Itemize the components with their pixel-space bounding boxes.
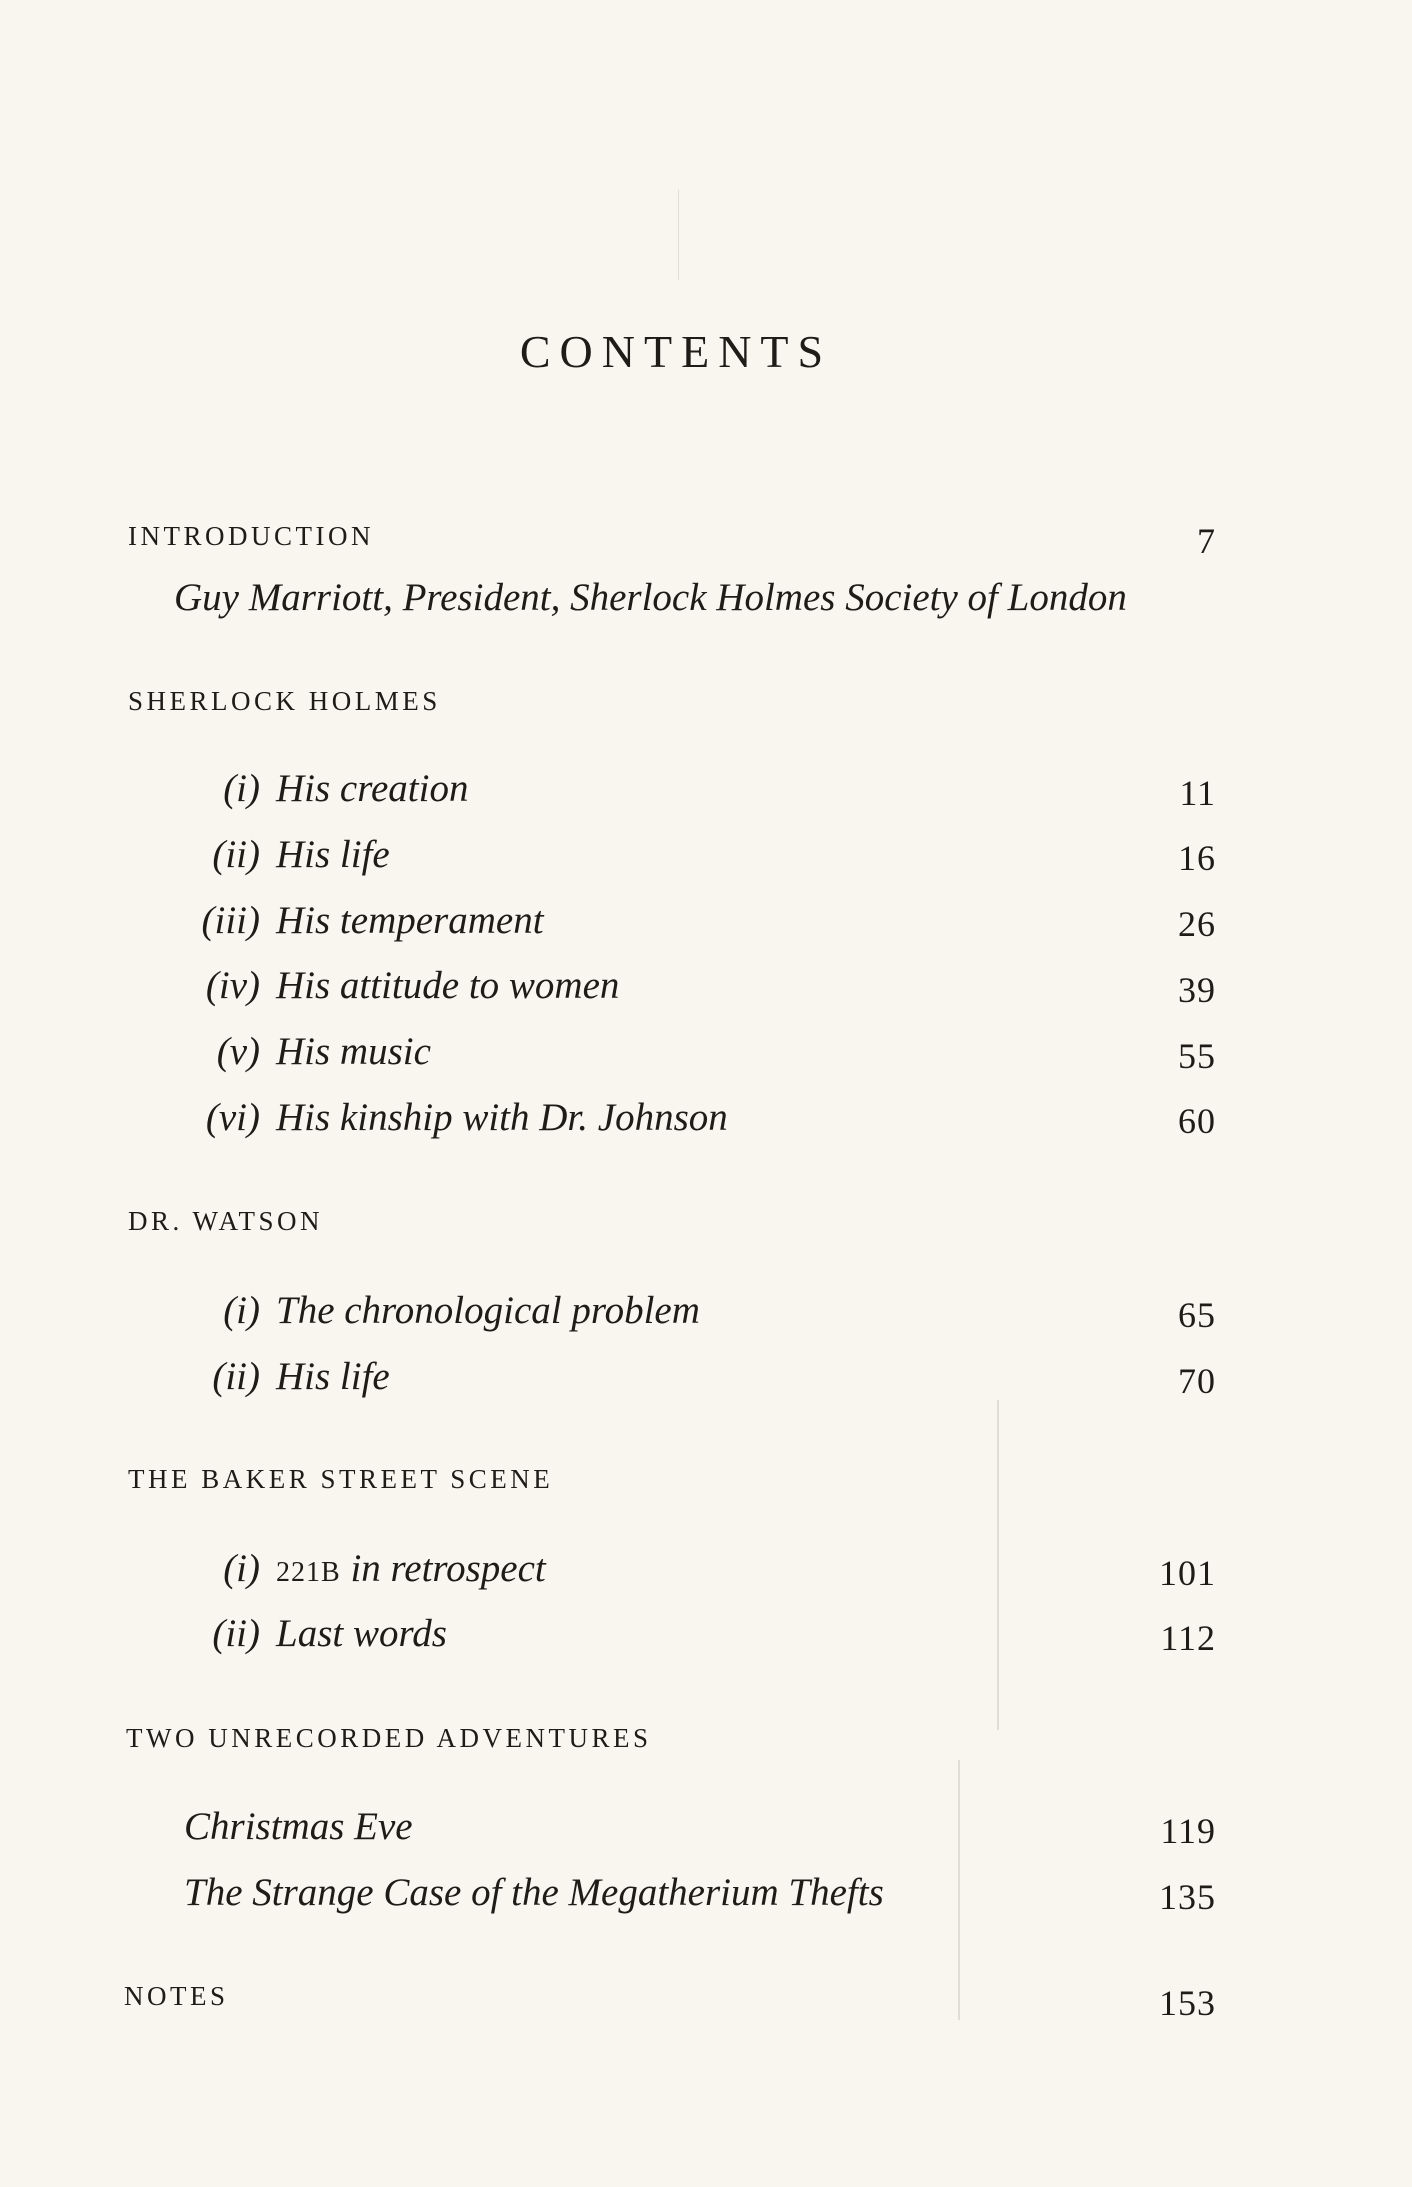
entry-numeral: (ii): [212, 1355, 260, 1398]
entry-numeral: (i): [223, 767, 260, 810]
entry-numeral: (i): [223, 1547, 260, 1590]
page-number: 112: [1160, 1618, 1216, 1658]
page-number: 119: [1160, 1811, 1216, 1851]
entry-title: Last words: [276, 1612, 447, 1655]
entry-prefix: 221B: [276, 1557, 341, 1588]
section-heading-baker-street: THE BAKER STREET SCENE: [128, 1464, 554, 1494]
section-heading-introduction: INTRODUCTION: [128, 521, 374, 551]
page-number: 101: [1159, 1553, 1216, 1593]
entry-title: His temperament: [276, 899, 544, 942]
page-number: 153: [1159, 1983, 1216, 2023]
entry-numeral: (ii): [212, 1612, 260, 1655]
page-number: 55: [1178, 1036, 1216, 1076]
page-number: 70: [1178, 1361, 1216, 1401]
entry-title: His life: [276, 1355, 390, 1398]
page-number: 135: [1159, 1877, 1216, 1917]
entry-title: His attitude to women: [276, 964, 620, 1007]
page-number: 60: [1178, 1101, 1216, 1141]
entry-numeral: (i): [223, 1289, 260, 1332]
entry-numeral: (ii): [212, 833, 260, 876]
page-number: 16: [1178, 838, 1216, 878]
page-number: 7: [1197, 521, 1216, 561]
entry-numeral: (v): [216, 1030, 260, 1073]
entry-numeral: (iii): [201, 899, 260, 942]
page-number: 11: [1179, 773, 1216, 813]
section-heading-dr-watson: DR. WATSON: [128, 1206, 324, 1236]
entry-title: Christmas Eve: [184, 1805, 413, 1848]
section-heading-two-unrecorded-adventures: TWO UNRECORDED ADVENTURES: [126, 1723, 652, 1753]
entry-title: His creation: [276, 767, 469, 810]
entry-title: [276, 1549, 546, 1588]
paper-crease: [958, 1760, 960, 2020]
entry-title: His kinship with Dr. Johnson: [276, 1096, 728, 1139]
entry-title: His music: [276, 1030, 431, 1073]
section-heading-notes: NOTES: [124, 1981, 229, 2011]
entry-title: The Strange Case of the Megatherium Thefts: [184, 1871, 884, 1914]
entry-title: The chronological problem: [276, 1289, 700, 1332]
paper-crease: [678, 190, 679, 280]
entry-numeral: (vi): [205, 1096, 260, 1139]
page-title: CONTENTS: [519, 326, 833, 377]
page-number: 65: [1178, 1295, 1216, 1335]
entry-numeral: (iv): [205, 964, 260, 1007]
page-number: 39: [1178, 970, 1216, 1010]
section-heading-sherlock-holmes: SHERLOCK HOLMES: [128, 686, 441, 716]
entry-title-text: in retrospect: [350, 1547, 546, 1590]
page-number: 26: [1178, 904, 1216, 944]
introduction-byline: Guy Marriott, President, Sherlock Holmes Society of London: [174, 576, 1127, 619]
entry-title: His life: [276, 833, 390, 876]
paper-crease: [997, 1400, 999, 1730]
